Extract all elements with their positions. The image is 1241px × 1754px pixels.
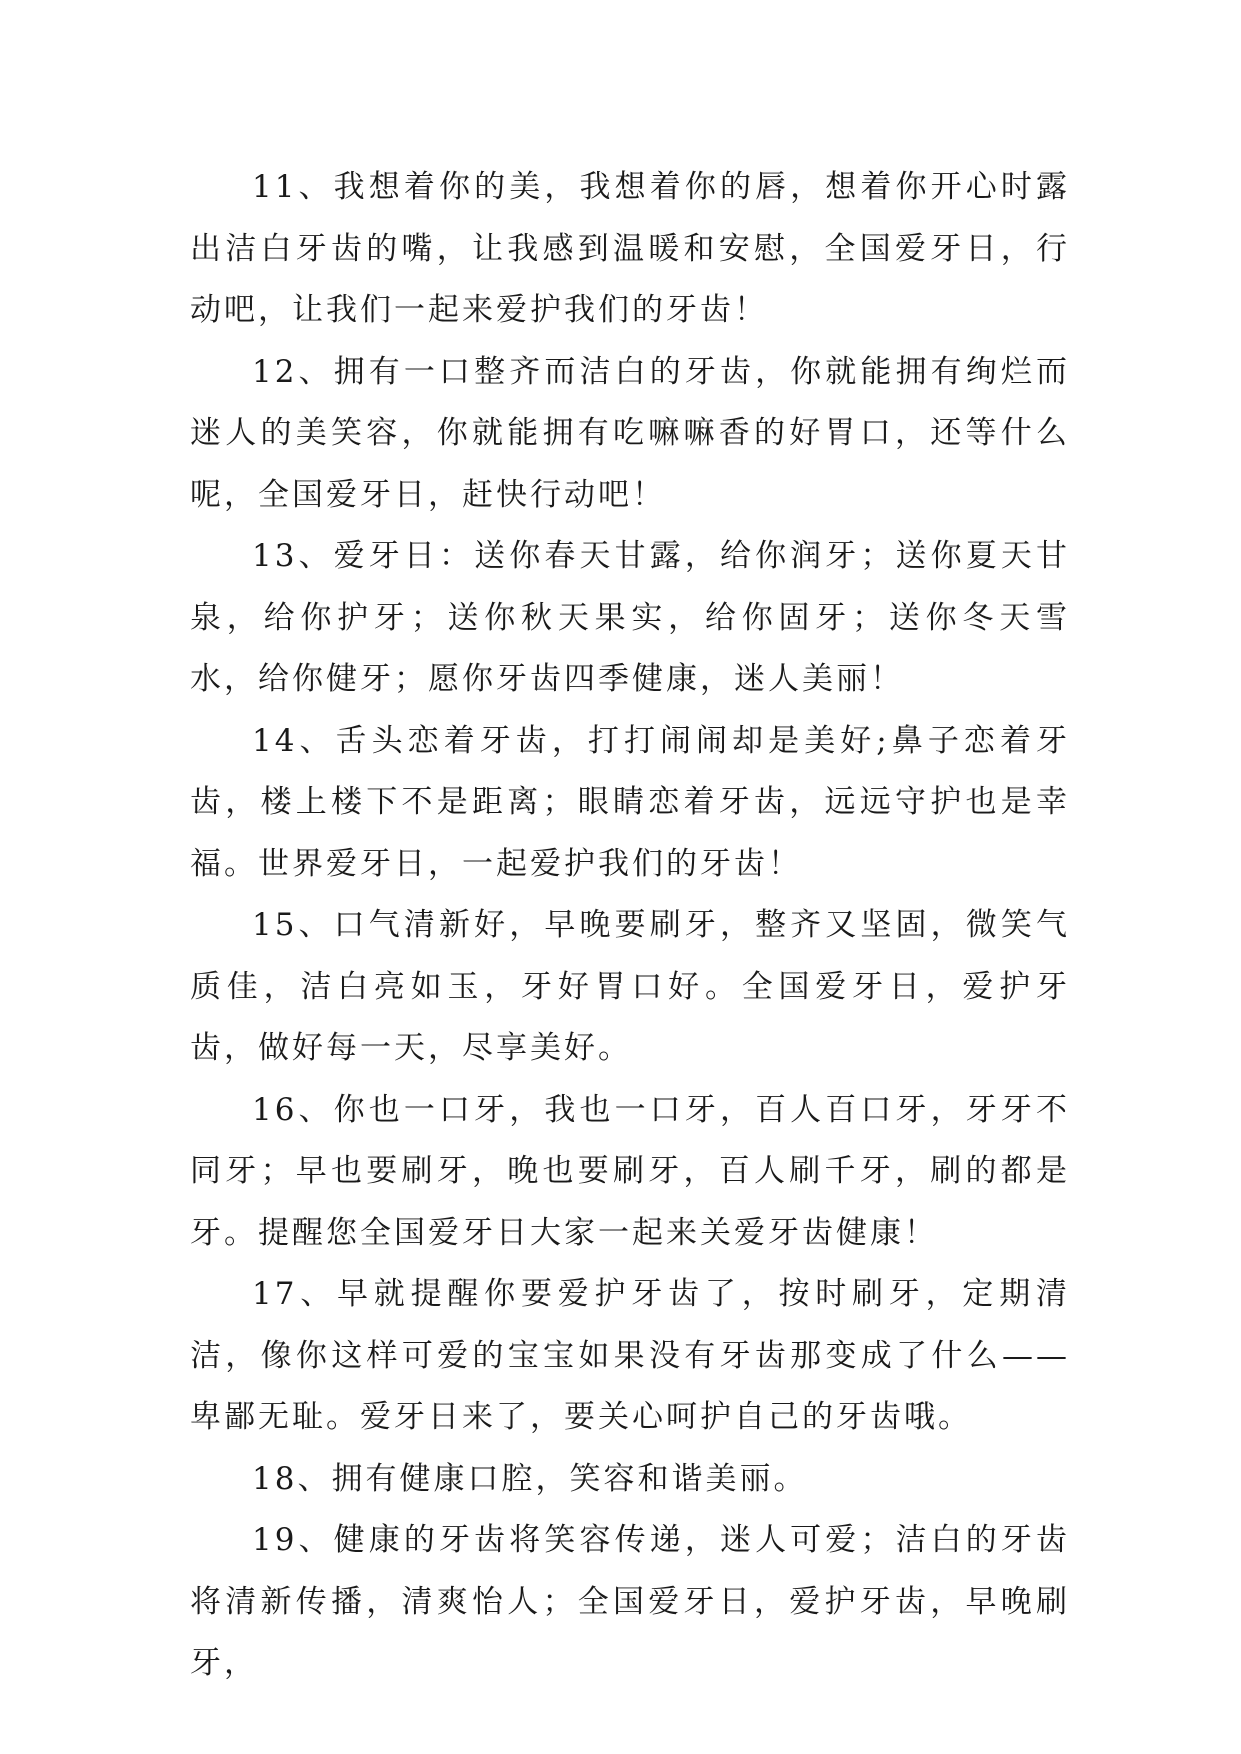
paragraph-16: 16、你也一口牙，我也一口牙，百人百口牙，牙牙不同牙；早也要刷牙，晚也要刷牙，百人刷千牙，刷的都是牙。提醒您全国爱牙日大家一起来关爱牙齿健康！	[190, 1091, 1070, 1251]
paragraph-11: 11、我想着你的美，我想着你的唇，想着你开心时露出洁白牙齿的嘴，让我感到温暖和安慰，全国爱牙日，行动吧，让我们一起来爱护我们的牙齿！	[190, 169, 1070, 328]
paragraph-19: 19、健康的牙齿将笑容传递，迷人可爱；洁白的牙齿将清新传播，清爽怡人；全国爱牙日，爱护牙齿，早晚刷牙，	[190, 1522, 1070, 1681]
paragraph-13: 13、爱牙日：送你春天甘露，给你润牙；送你夏天甘泉，给你护牙；送你秋天果实，给你固牙；送你冬天雪水，给你健牙；愿你牙齿四季健康，迷人美丽！	[190, 538, 1070, 697]
paragraph-15: 15、口气清新好，早晚要刷牙，整齐又坚固，微笑气质佳，洁白亮如玉，牙好胃口好。全国爱牙日，爱护牙齿，做好每一天，尽享美好。	[190, 907, 1070, 1066]
paragraph-14: 14、舌头恋着牙齿，打打闹闹却是美好;鼻子恋着牙齿，楼上楼下不是距离；眼睛恋着牙齿，远远守护也是幸福。世界爱牙日，一起爱护我们的牙齿！	[190, 722, 1070, 882]
body-text	[190, 157, 1070, 1695]
paragraph-18: 18、拥有健康口腔，笑容和谐美丽。	[252, 1460, 808, 1497]
paragraph-17: 17、早就提醒你要爱护牙齿了，按时刷牙，定期清洁，像你这样可爱的宝宝如果没有牙齿那变成了什么——卑鄙无耻。爱牙日来了，要关心呵护自己的牙齿哦。	[190, 1276, 1070, 1435]
paragraph-12: 12、拥有一口整齐而洁白的牙齿，你就能拥有绚烂而迷人的美笑容，你就能拥有吃嘛嘛香的好胃口，还等什么呢，全国爱牙日，赶快行动吧！	[190, 353, 1070, 513]
